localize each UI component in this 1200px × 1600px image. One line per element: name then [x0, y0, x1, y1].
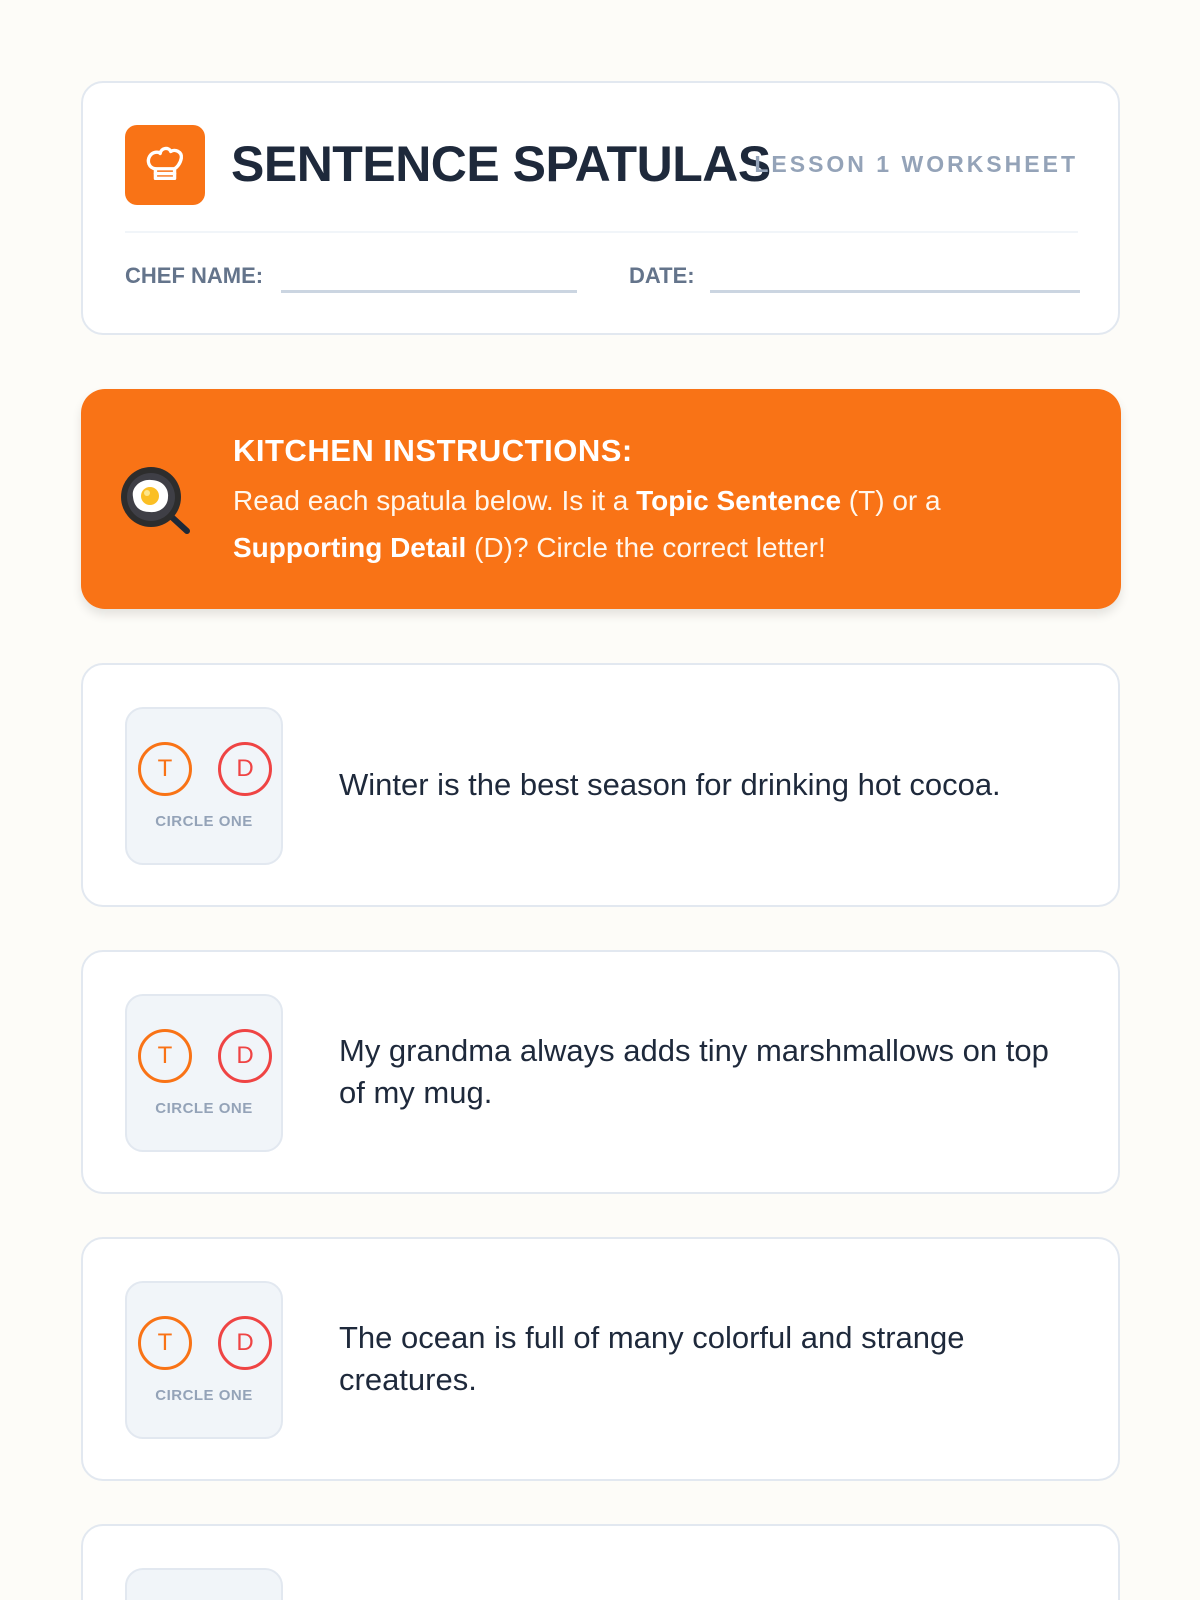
- detail-choice-d[interactable]: D: [218, 1029, 272, 1083]
- circle-one-label: CIRCLE ONE: [155, 1387, 253, 1404]
- question-card: [81, 1237, 1120, 1481]
- worksheet-title: SENTENCE SPATULAS: [231, 136, 771, 192]
- detail-choice-d[interactable]: D: [218, 1316, 272, 1370]
- question-sentence: Winter is the best season for drinking hot cocoa.: [339, 767, 1001, 802]
- question-sentence: The ocean is full of many colorful and strange creatures.: [339, 1320, 965, 1397]
- topic-sentence-term: Topic Sentence: [636, 485, 842, 516]
- chef-name-label: CHEF NAME:: [125, 263, 264, 288]
- instructions-text: [233, 477, 1033, 571]
- date-field[interactable]: [710, 290, 1080, 293]
- answer-choices: [125, 707, 283, 865]
- question-card: [81, 663, 1120, 907]
- worksheet-header: [81, 81, 1120, 335]
- instructions-text-part: (D)? Circle the correct letter!: [466, 532, 826, 563]
- instructions-banner: [81, 389, 1121, 609]
- topic-choice-t[interactable]: T: [138, 1316, 192, 1370]
- answer-choices: [125, 1281, 283, 1439]
- answer-choices: [125, 1568, 283, 1600]
- instructions-title: KITCHEN INSTRUCTIONS:: [233, 433, 633, 468]
- frying-pan-egg-icon: [119, 465, 195, 546]
- chef-hat-icon: [142, 140, 188, 191]
- worksheet-subtitle: LESSON 1 WORKSHEET: [754, 151, 1078, 177]
- question-card: [81, 950, 1120, 1194]
- topic-choice-t[interactable]: T: [138, 1029, 192, 1083]
- topic-choice-t[interactable]: T: [138, 742, 192, 796]
- instructions-text-part: Read each spatula below. Is it a: [233, 485, 637, 516]
- detail-choice-d[interactable]: D: [218, 742, 272, 796]
- instructions-text-part: (T) or a: [841, 485, 941, 516]
- chef-name-field[interactable]: [281, 290, 577, 293]
- circle-one-label: CIRCLE ONE: [155, 813, 253, 830]
- header-divider: [125, 231, 1078, 233]
- question-sentence: My grandma always adds tiny marshmallows on top of my mug.: [339, 1033, 1049, 1110]
- date-label: DATE:: [629, 263, 695, 288]
- logo: [125, 125, 205, 205]
- answer-choices: [125, 994, 283, 1152]
- circle-one-label: CIRCLE ONE: [155, 1100, 253, 1117]
- supporting-detail-term: Supporting Detail: [233, 532, 467, 563]
- question-card: [81, 1524, 1120, 1600]
